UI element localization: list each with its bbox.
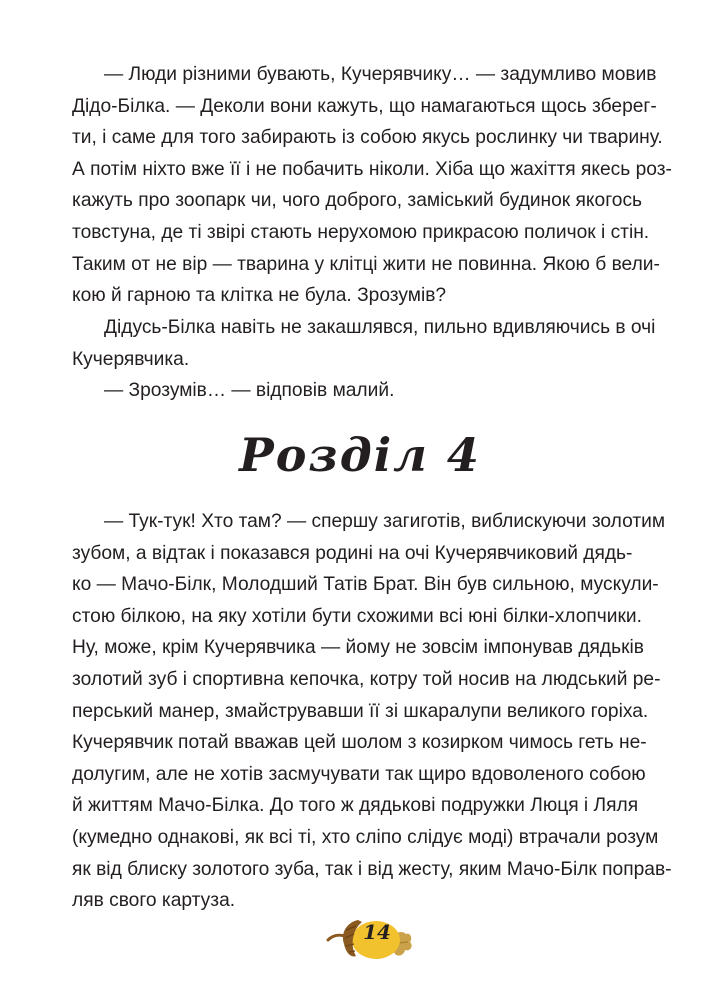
text-line: перський манер, змайструвавши її зі шкаралупи великого горіха.	[72, 700, 649, 722]
text-line: ляв свого картуза.	[72, 890, 236, 912]
text-line: — Тук-тук! Хто там? — спершу загиготів, виблискуючи золотим	[104, 511, 666, 532]
text-line: зубом, а відтак і показався родині на очі Кучерявчиковий дядь-	[72, 542, 633, 564]
text-line: — Люди різними бувають, Кучерявчику… — задумливо мовив	[104, 64, 657, 85]
paragraph	[72, 506, 672, 917]
page-number-badge	[318, 906, 414, 966]
text-line: Таким от не вір — тварина у клітці жити не повинна. Якою б вели-	[72, 253, 660, 275]
chapter-title: Розділ 4	[239, 428, 481, 482]
page-number: 14	[363, 920, 391, 944]
text-line: товстуна, де ті звірі стають нерухомою прикрасою поличок і стін.	[72, 221, 650, 243]
text-line: кою й гарною та клітка не була. Зрозумів?	[72, 285, 447, 307]
text-line: Ну, може, крім Кучерявчика — йому не зовсім імпонував дядьків	[72, 637, 644, 659]
text-line: А потім ніхто вже її і не побачить ніколи. Хіба що жахіття якесь роз-	[72, 158, 672, 180]
text-line: долугим, але не хотів засмучувати так щиро вдоволеного собою	[72, 763, 646, 785]
text-line: стою білкою, на яку хотіли бути схожими всі юні білки-хлопчики.	[72, 605, 642, 627]
text-line: Дідусь-Білка навіть не закашлявся, пильно вдивляючись в очі	[104, 317, 656, 338]
paragraph	[72, 59, 688, 312]
paragraph	[72, 312, 655, 375]
text-line: золотий зуб і спортивна кепочка, котру той носив на людський ре-	[72, 668, 661, 690]
text-line: Дідо-Білка. — Деколи вони кажуть, що намагаються щось зберег-	[72, 95, 657, 117]
text-line: Кучерявчик потай вважав цей шолом з козирком чимось геть не-	[72, 732, 647, 754]
text-line: Кучерявчика.	[72, 348, 190, 370]
paragraph	[72, 375, 394, 407]
text-line: ко — Мачо-Білк, Молодший Татів Брат. Він був сильною, мускули-	[72, 574, 659, 596]
text-line: кажуть про зоопарк чи, чого доброго, заміський будинок якогось	[72, 190, 643, 212]
text-line: й життям Мачо-Білка. До того ж дядькові подружки Люця і Ляля	[72, 795, 639, 817]
text-line: (кумедно однакові, як всі ті, хто сліпо слідує моді) втрачали розум	[72, 826, 659, 848]
text-line: ти, і саме для того забирають із собою якусь рослинку чи тварину.	[72, 127, 663, 149]
text-line: — Зрозумів… — відповів малий.	[104, 380, 395, 401]
text-line: як від блиску золотого зуба, так і від жесту, яким Мачо-Білк поправ-	[72, 858, 672, 880]
